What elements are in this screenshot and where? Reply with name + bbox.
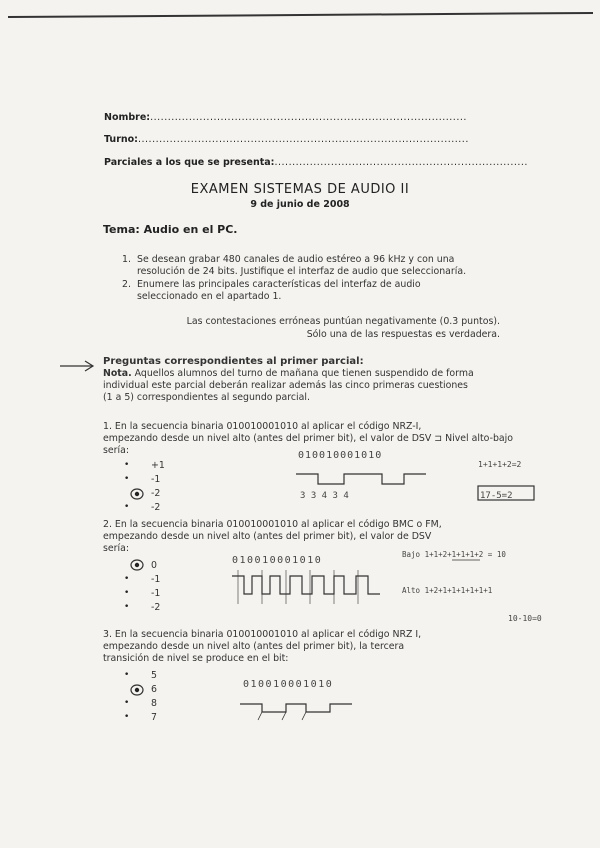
note-line-2: Sólo una de las respuestas es verdadera. [306, 329, 500, 340]
q1-result-box-icon [478, 486, 534, 500]
nota-line-3: (1 a 5) correspondientes al segundo parcial. [103, 392, 310, 403]
q3-option-c: 8 [151, 698, 157, 709]
q1-option-a: +1 [151, 460, 165, 471]
q1-waveform-icon [296, 474, 426, 484]
q1-handwritten-bits: 010010001010 [298, 450, 383, 461]
q1-bullet: • [124, 502, 130, 512]
q3-option-b: 6 [151, 684, 157, 695]
q2-option-c: -1 [151, 588, 161, 599]
q2-bit-dividers-icon [238, 570, 358, 604]
parciales-field: Parciales a los que se presenta:........................................................................ [104, 157, 528, 168]
tema-heading: Tema: Audio en el PC. [103, 223, 238, 236]
exam-date: 9 de junio de 2008 [250, 199, 350, 210]
q1-bullet: • [124, 474, 130, 484]
q2-option-a: 0 [151, 560, 157, 571]
q2-bullet: • [124, 574, 130, 584]
q1-option-b: -1 [151, 474, 161, 485]
note-line-1: Las contestaciones erróneas puntúan negativamente (0.3 puntos). [186, 316, 500, 327]
q1-handwritten-result: 17-5=2 [480, 491, 513, 501]
q2-option-d: -2 [151, 602, 161, 613]
q1-bullet: • [124, 460, 130, 470]
parciales-label: Parciales a los que se presenta: [104, 157, 275, 168]
q1-handwritten-counts: 3 3 4 3 4 [300, 491, 349, 501]
nota-text-1: Aquellos alumnos del turno de mañana que tienen suspendido de forma [131, 368, 474, 379]
q2-handwritten-bits: 010010001010 [232, 555, 323, 566]
q-intro-1-line1: Se desean grabar 480 canales de audio estéreo a 96 kHz y con una [137, 254, 455, 265]
q3-bullet: • [124, 670, 130, 680]
q3-line-1: 3. En la secuencia binaria 010010001010 al aplicar el código NRZ I, [103, 629, 422, 640]
q3-option-d: 7 [151, 712, 157, 723]
q2-option-b: -1 [151, 574, 161, 585]
exam-title: EXAMEN SISTEMAS DE AUDIO II [190, 182, 410, 197]
q2-handwritten-result: 10-10=0 [508, 614, 542, 623]
q3-line-3: transición de nivel se produce en el bit: [103, 653, 289, 664]
q2-handwritten-bajo: Bajo 1+1+2+1+1+1+2 = 10 [402, 550, 506, 559]
nota-label: Nota. [103, 368, 132, 379]
q-intro-2-line2: seleccionado en el apartado 1. [137, 291, 282, 302]
turno-field: Turno:.............................................................................................. [104, 134, 469, 145]
q2-line-2: empezando desde un nivel alto (antes del primer bit), el valor de DSV [103, 531, 432, 542]
section-heading: Preguntas correspondientes al primer parcial: [103, 356, 364, 367]
q-intro-1-line2: resolución de 24 bits. Justifique el interfaz de audio que seleccionaría. [137, 266, 467, 277]
q2-line-1: 2. En la secuencia binaria 010010001010 al aplicar el código BMC o FM, [103, 519, 442, 530]
q1-option-d: -2 [151, 502, 161, 513]
q-intro-2-line1: Enumere las principales características del interfaz de audio [137, 279, 421, 290]
q2-handwritten-alto: Alto 1+2+1+1+1+1+1+1 [402, 586, 493, 595]
q-intro-1-num: 1. [122, 254, 131, 265]
q3-waveform-icon [240, 704, 352, 712]
q3-handwritten-bits: 010010001010 [243, 679, 334, 690]
q2-line-3: sería: [103, 543, 130, 554]
q1-line-1: 1. En la secuencia binaria 010010001010 al aplicar el código NRZ-I, [103, 421, 422, 432]
q2-bullet: • [124, 588, 130, 598]
q2-bullet: • [124, 602, 130, 612]
turno-label: Turno: [104, 134, 138, 145]
q3-bullet: • [124, 698, 130, 708]
q1-handwritten-sum: 1+1+1+2=2 [478, 460, 522, 469]
q1-line-3: sería: [103, 445, 130, 456]
q3-option-a: 5 [151, 670, 157, 681]
q3-line-2: empezando desde un nivel alto (antes del primer bit), la tercera [103, 641, 405, 652]
q3-transition-marks-icon [258, 712, 306, 720]
nota-line-2: individual este parcial deberán realizar además las cinco primeras cuestiones [103, 380, 468, 391]
nombre-label: Nombre: [104, 112, 151, 123]
q1-option-c: -2 [151, 488, 161, 499]
q3-bullet: • [124, 712, 130, 722]
q1-line-2: empezando desde un nivel alto (antes del primer bit), el valor de DSV ⊐ Nivel alto-bajo [103, 433, 513, 444]
nombre-field: Nombre:.......................................................................................... [104, 112, 467, 123]
q-intro-2-num: 2. [122, 279, 131, 290]
